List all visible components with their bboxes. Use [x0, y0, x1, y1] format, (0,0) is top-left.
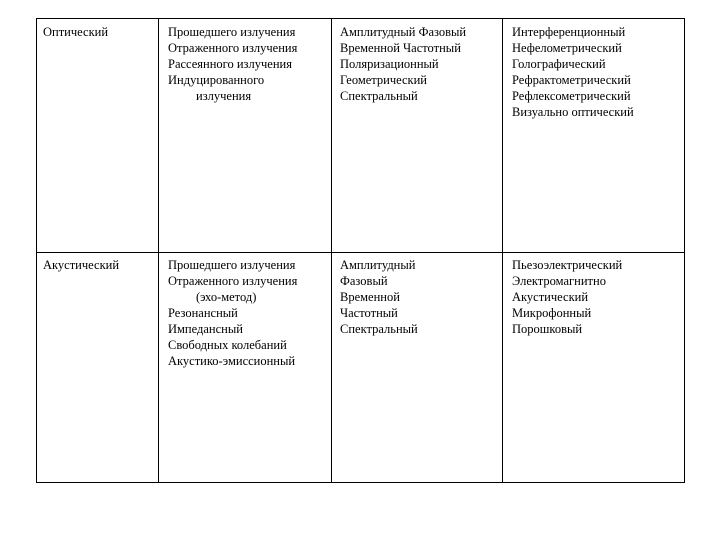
row-divider — [37, 252, 684, 253]
cell-line: Прошедшего излучения — [168, 25, 296, 39]
cell-line: Индуцированного — [168, 73, 265, 87]
cell-line: излучения — [196, 89, 252, 103]
cell-line: Акустико-эмиссионный — [168, 354, 296, 368]
cell-line: Рассеянного излучения — [168, 57, 292, 71]
cell-line: Отраженного излучения — [168, 274, 298, 288]
cell-line: Временной Частотный — [340, 41, 461, 55]
table-cell-parameters — [340, 24, 466, 104]
table-cell-radiation-types — [168, 257, 297, 369]
table-cell-methods — [512, 24, 634, 120]
cell-line: Нефелометрический — [512, 41, 622, 55]
cell-line: Голографический — [512, 57, 606, 71]
cell-line: Рефлексометрический — [512, 89, 631, 103]
cell-line: Порошковый — [512, 322, 583, 336]
cell-line: Электромагнитно — [512, 274, 606, 288]
cell-line: Спектральный — [340, 89, 418, 103]
cell-line: Акустический — [43, 258, 120, 272]
cell-line: Частотный — [340, 306, 398, 320]
cell-line: Прошедшего излучения — [168, 258, 296, 272]
cell-line: Геометрический — [340, 73, 427, 87]
cell-line: Пьезоэлектрический — [512, 258, 623, 272]
cell-line: Микрофонный — [512, 306, 592, 320]
column-divider — [502, 19, 503, 482]
cell-line: Акустический — [512, 290, 589, 304]
table-cell-category — [43, 24, 108, 40]
methods-table — [36, 18, 685, 483]
cell-line: Фазовый — [340, 274, 388, 288]
cell-line: Амплитудный — [340, 258, 416, 272]
cell-line: Резонансный — [168, 306, 238, 320]
cell-line: Импедансный — [168, 322, 243, 336]
cell-line: Интерференционный — [512, 25, 626, 39]
column-divider — [158, 19, 159, 482]
cell-line: Рефрактометрический — [512, 73, 631, 87]
table-cell-radiation-types — [168, 24, 297, 104]
cell-line: Оптический — [43, 25, 109, 39]
cell-line: Свободных колебаний — [168, 338, 287, 352]
cell-line: Визуально оптический — [512, 105, 634, 119]
cell-line: (эхо-метод) — [196, 290, 257, 304]
table-cell-category — [43, 257, 119, 273]
cell-line: Поляризационный — [340, 57, 439, 71]
cell-line: Временной — [340, 290, 400, 304]
cell-line: Отраженного излучения — [168, 41, 298, 55]
cell-line: Амплитудный Фазовый — [340, 25, 467, 39]
table-cell-methods — [512, 257, 622, 337]
table-cell-parameters — [340, 257, 418, 337]
cell-line: Спектральный — [340, 322, 418, 336]
column-divider — [331, 19, 332, 482]
